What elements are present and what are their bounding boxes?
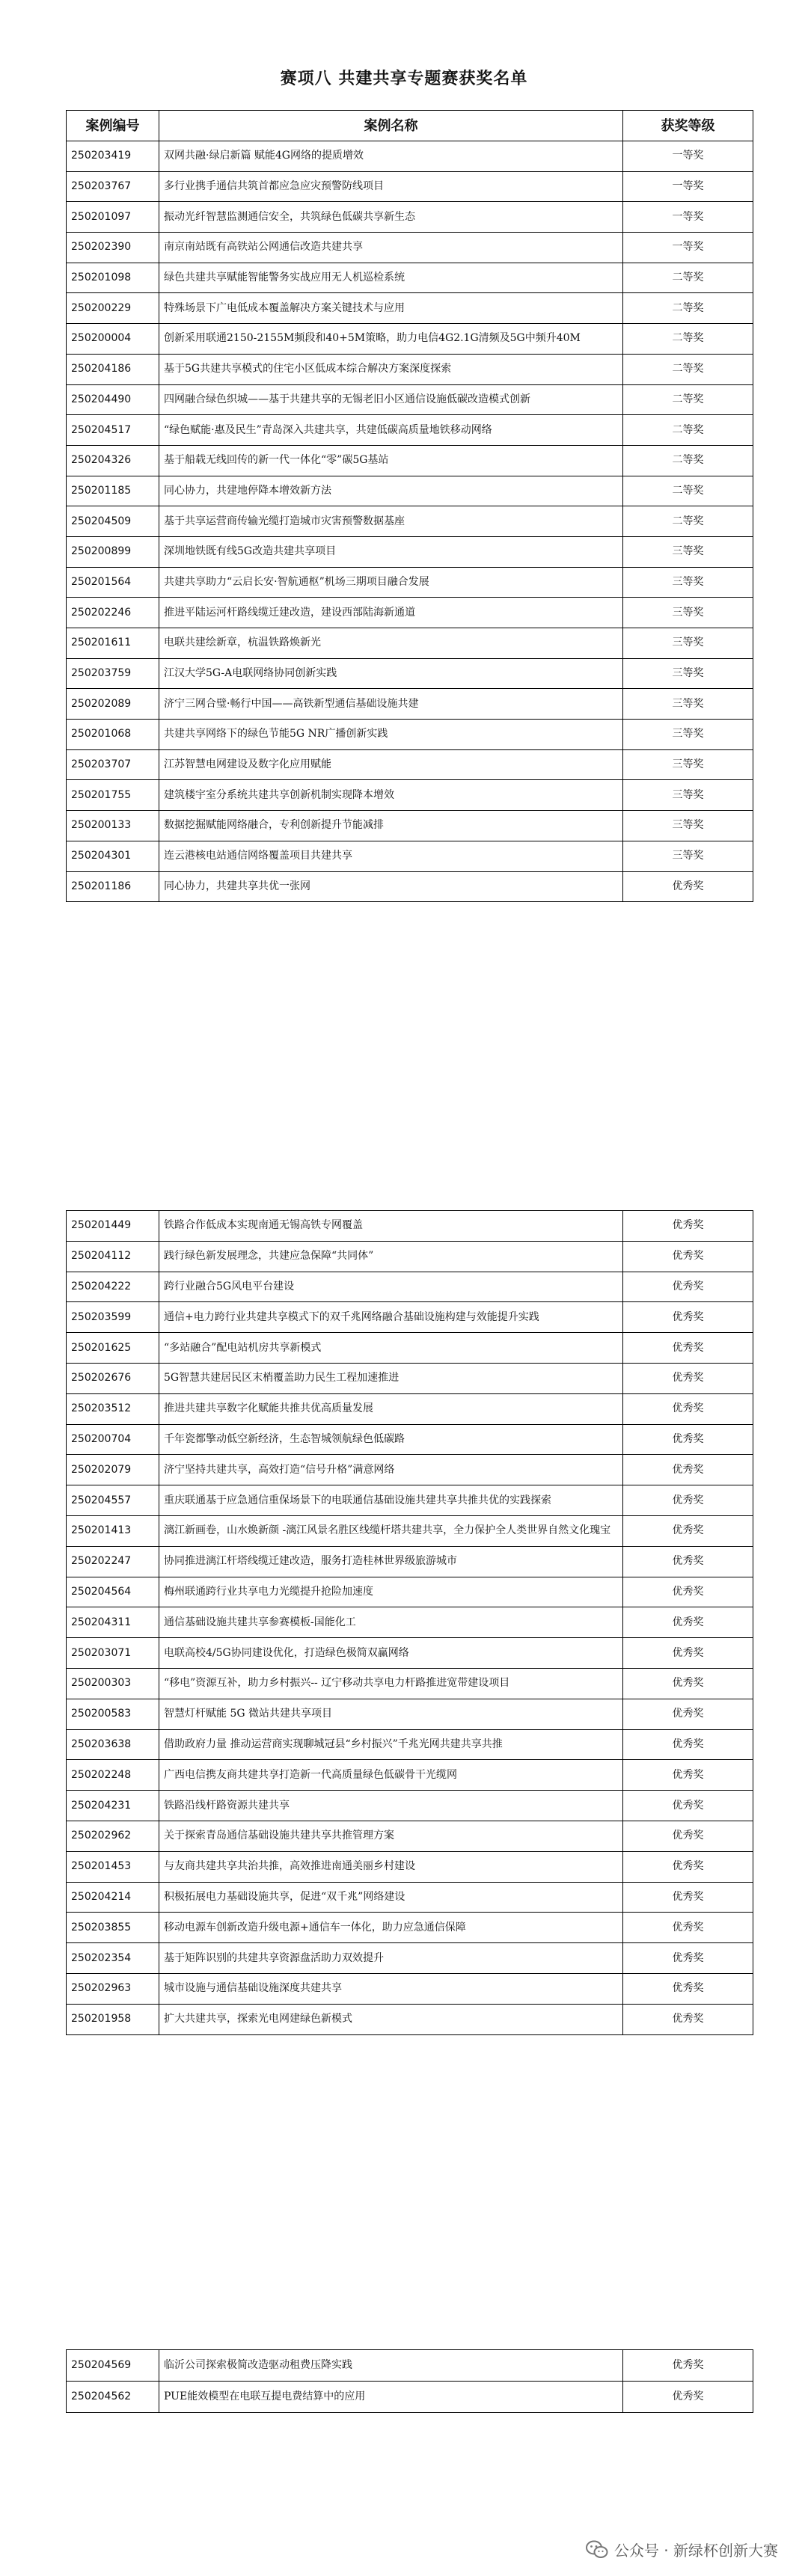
case-name-cell: 基于船载无线回传的新一代一体化“零”碳5G基站	[159, 445, 623, 476]
award-level-cell: 优秀奖	[623, 871, 753, 902]
award-level-cell: 优秀奖	[623, 1546, 753, 1577]
award-level-cell: 一等奖	[623, 141, 753, 172]
case-name-cell: 数据挖掘赋能网络融合，专利创新提升节能减排	[159, 811, 623, 841]
award-level-cell: 优秀奖	[623, 2350, 753, 2382]
award-level-cell: 二等奖	[623, 263, 753, 293]
table-row	[67, 1607, 753, 1638]
award-level-cell: 优秀奖	[623, 1272, 753, 1302]
case-id-cell: 250201068	[67, 720, 159, 750]
case-id-cell: 250200899	[67, 536, 159, 567]
case-name-cell: 借助政府力量 推动运营商实现聊城冠县“乡村振兴”千兆光网共建共享共推	[159, 1729, 623, 1760]
case-name-cell: 通信基础设施共建共享参赛模板-国能化工	[159, 1607, 623, 1638]
case-name-cell: 同心协力，共建共享共优一张网	[159, 871, 623, 902]
case-name-cell: 铁路沿线杆路资源共建共享	[159, 1791, 623, 1821]
case-id-cell: 250202676	[67, 1363, 159, 1393]
award-level-cell: 三等奖	[623, 536, 753, 567]
case-name-cell: “移电”资源互补，助力乡村振兴-- 辽宁移动共享电力杆路推进宽带建设项目	[159, 1668, 623, 1699]
case-name-cell: 移动电源车创新改造升级电源+通信车一体化，助力应急通信保障	[159, 1913, 623, 1943]
case-name-cell: 济宁三网合璧·畅行中国——高铁新型通信基础设施共建	[159, 689, 623, 720]
case-name-cell: 协同推进漓江杆塔线缆迁建改造，服务打造桂林世界级旅游城市	[159, 1546, 623, 1577]
award-level-cell: 三等奖	[623, 780, 753, 811]
case-id-cell: 250204326	[67, 445, 159, 476]
award-level-cell: 三等奖	[623, 598, 753, 628]
case-name-cell: 特殊场景下广电低成本覆盖解决方案关键技术与应用	[159, 293, 623, 324]
award-level-cell: 二等奖	[623, 415, 753, 446]
case-id-cell: 250202079	[67, 1455, 159, 1485]
table-row	[67, 780, 753, 811]
case-id-cell: 250204564	[67, 1577, 159, 1607]
table-row	[67, 2382, 753, 2413]
case-name-cell: 城市设施与通信基础设施深度共建共享	[159, 1973, 623, 2004]
case-id-cell: 250203419	[67, 141, 159, 172]
award-level-cell: 优秀奖	[623, 1424, 753, 1455]
case-name-cell: 重庆联通基于应急通信重保场景下的电联通信基础设施共建共享共推共优的实践探索	[159, 1485, 623, 1516]
header-award-level: 获奖等级	[623, 111, 753, 141]
table-row	[67, 841, 753, 871]
case-id-cell: 250204569	[67, 2350, 159, 2382]
table-row	[67, 1515, 753, 1546]
case-name-cell: 共建共享助力“云启长安·智航通枢”机场三期项目融合发展	[159, 567, 623, 598]
award-level-cell: 三等奖	[623, 567, 753, 598]
case-name-cell: 千年瓷都擎动低空新经济，生态智城领航绿色低碳路	[159, 1424, 623, 1455]
table-row	[67, 141, 753, 172]
case-name-cell: 推进共建共享数字化赋能共推共优高质量发展	[159, 1393, 623, 1424]
table-row	[67, 628, 753, 659]
table-row	[67, 1973, 753, 2004]
table-row	[67, 1760, 753, 1791]
case-id-cell: 250203707	[67, 749, 159, 780]
table-row	[67, 1943, 753, 1974]
table-row	[67, 720, 753, 750]
case-name-cell: 跨行业融合5G风电平台建设	[159, 1272, 623, 1302]
case-name-cell: 推进平陆运河杆路线缆迁建改造，建设西部陆海新通道	[159, 598, 623, 628]
case-id-cell: 250203512	[67, 1393, 159, 1424]
case-id-cell: 250202248	[67, 1760, 159, 1791]
table-row	[67, 749, 753, 780]
case-id-cell: 250202089	[67, 689, 159, 720]
award-level-cell: 优秀奖	[623, 1455, 753, 1485]
award-level-cell: 二等奖	[623, 506, 753, 537]
table-row	[67, 1302, 753, 1333]
case-name-cell: 共建共享网络下的绿色节能5G NR广播创新实践	[159, 720, 623, 750]
case-id-cell: 250204562	[67, 2382, 159, 2413]
table-row	[67, 1363, 753, 1393]
case-name-cell: 临沂公司探索极简改造驱动租费压降实践	[159, 2350, 623, 2382]
case-name-cell: 建筑楼宇室分系统共建共享创新机制实现降本增效	[159, 780, 623, 811]
case-name-cell: 积极拓展电力基础设施共享，促进“双千兆”网络建设	[159, 1882, 623, 1913]
table-row	[67, 536, 753, 567]
table-row	[67, 658, 753, 689]
table-row	[67, 1791, 753, 1821]
case-id-cell: 250203071	[67, 1638, 159, 1669]
case-id-cell: 250202246	[67, 598, 159, 628]
table-row	[67, 1333, 753, 1364]
table-row	[67, 476, 753, 506]
table-row	[67, 811, 753, 841]
case-id-cell: 250201186	[67, 871, 159, 902]
table-row	[67, 506, 753, 537]
award-level-cell: 三等奖	[623, 689, 753, 720]
award-level-cell: 优秀奖	[623, 1485, 753, 1516]
case-id-cell: 250201185	[67, 476, 159, 506]
case-id-cell: 250202963	[67, 1973, 159, 2004]
case-id-cell: 250204301	[67, 841, 159, 871]
case-id-cell: 250203855	[67, 1913, 159, 1943]
table-row	[67, 1424, 753, 1455]
case-name-cell: 连云港核电站通信网络覆盖项目共建共享	[159, 841, 623, 871]
wechat-account-name: 公众号 · 新绿杯创新大赛	[613, 2542, 778, 2560]
page-title: 赛项八 共建共享专题赛获奖名单	[280, 70, 528, 88]
case-id-cell: 250203638	[67, 1729, 159, 1760]
case-id-cell: 250201097	[67, 202, 159, 233]
case-id-cell: 250202390	[67, 233, 159, 263]
award-level-cell: 二等奖	[623, 476, 753, 506]
award-level-cell: 优秀奖	[623, 1333, 753, 1364]
table-row	[67, 1485, 753, 1516]
award-level-cell: 优秀奖	[623, 1363, 753, 1393]
table-row	[67, 598, 753, 628]
case-name-cell: 江苏智慧电网建设及数字化应用赋能	[159, 749, 623, 780]
case-name-cell: 基于共享运营商传输光缆打造城市灾害预警数据基座	[159, 506, 623, 537]
award-level-cell: 优秀奖	[623, 1699, 753, 1729]
case-name-cell: 关于探索青岛通信基础设施共建共享共推管理方案	[159, 1821, 623, 1851]
case-id-cell: 250201564	[67, 567, 159, 598]
award-level-cell: 优秀奖	[623, 2382, 753, 2413]
case-id-cell: 250203767	[67, 171, 159, 202]
case-id-cell: 250203759	[67, 658, 159, 689]
table-row	[67, 2350, 753, 2382]
award-table-page-3	[66, 2349, 753, 2413]
case-name-cell: 基于5G共建共享模式的住宅小区低成本综合解决方案深度探索	[159, 354, 623, 384]
award-level-cell: 三等奖	[623, 628, 753, 659]
table-row	[67, 1668, 753, 1699]
award-level-cell: 一等奖	[623, 233, 753, 263]
case-name-cell: 广西电信携友商共建共享打造新一代高质量绿色低碳骨干光缆网	[159, 1760, 623, 1791]
award-level-cell: 优秀奖	[623, 1211, 753, 1242]
table-row	[67, 567, 753, 598]
award-level-cell: 优秀奖	[623, 1668, 753, 1699]
case-id-cell: 250201413	[67, 1515, 159, 1546]
case-name-cell: 济宁坚持共建共享，高效打造“信号升格”满意网络	[159, 1455, 623, 1485]
table-row	[67, 1211, 753, 1242]
award-level-cell: 优秀奖	[623, 1638, 753, 1669]
table-row	[67, 233, 753, 263]
case-id-cell: 250204112	[67, 1241, 159, 1272]
award-level-cell: 优秀奖	[623, 1760, 753, 1791]
table-row	[67, 1393, 753, 1424]
award-level-cell: 优秀奖	[623, 1882, 753, 1913]
table-row	[67, 293, 753, 324]
case-name-cell: 绿色共建共享赋能智能警务实战应用无人机巡检系统	[159, 263, 623, 293]
award-level-cell: 三等奖	[623, 658, 753, 689]
award-level-cell: 优秀奖	[623, 1821, 753, 1851]
award-level-cell: 二等奖	[623, 293, 753, 324]
case-id-cell: 250200583	[67, 1699, 159, 1729]
award-level-cell: 一等奖	[623, 171, 753, 202]
table-row	[67, 445, 753, 476]
case-id-cell: 250201449	[67, 1211, 159, 1242]
award-level-cell: 优秀奖	[623, 1515, 753, 1546]
case-name-cell: “绿色赋能·惠及民生”青岛深入共建共享，共建低碳高质量地铁移动网络	[159, 415, 623, 446]
case-id-cell: 250203599	[67, 1302, 159, 1333]
table-row	[67, 689, 753, 720]
award-level-cell: 优秀奖	[623, 1607, 753, 1638]
case-id-cell: 250204490	[67, 384, 159, 415]
case-name-cell: 江汉大学5G-A电联网络协同创新实践	[159, 658, 623, 689]
award-level-cell: 优秀奖	[623, 1302, 753, 1333]
award-level-cell: 三等奖	[623, 841, 753, 871]
case-id-cell: 250202962	[67, 1821, 159, 1851]
award-level-cell: 三等奖	[623, 811, 753, 841]
case-name-cell: 漓江新画卷，山水焕新颜 -漓江风景名胜区线缆杆塔共建共享，全力保护全人类世界自然文化瑰宝	[159, 1515, 623, 1546]
case-name-cell: 深圳地铁既有线5G改造共建共享项目	[159, 536, 623, 567]
table-row	[67, 1821, 753, 1851]
case-id-cell: 250204517	[67, 415, 159, 446]
table-header-row	[67, 111, 753, 141]
case-id-cell: 250204509	[67, 506, 159, 537]
case-name-cell: 同心协力，共建地停降本增效新方法	[159, 476, 623, 506]
case-name-cell: 南京南站既有高铁站公网通信改造共建共享	[159, 233, 623, 263]
header-case-id: 案例编号	[67, 111, 159, 141]
case-id-cell: 250204222	[67, 1272, 159, 1302]
case-name-cell: 5G智慧共建居民区末梢覆盖助力民生工程加速推进	[159, 1363, 623, 1393]
table-row	[67, 1729, 753, 1760]
award-level-cell: 二等奖	[623, 354, 753, 384]
award-level-cell: 优秀奖	[623, 1577, 753, 1607]
case-name-cell: PUE能效模型在电联互提电费结算中的应用	[159, 2382, 623, 2413]
case-id-cell: 250200133	[67, 811, 159, 841]
case-id-cell: 250202354	[67, 1943, 159, 1974]
award-table-page-1	[66, 110, 753, 902]
table-row	[67, 1882, 753, 1913]
award-table-page-2	[66, 1210, 753, 2035]
case-name-cell: “多站融合”配电站机房共享新模式	[159, 1333, 623, 1364]
case-id-cell: 250201453	[67, 1851, 159, 1882]
table-row	[67, 1577, 753, 1607]
case-id-cell: 250204311	[67, 1607, 159, 1638]
case-name-cell: 践行绿色新发展理念，共建应急保障“共同体”	[159, 1241, 623, 1272]
case-name-cell: 与友商共建共享共治共推，高效推进南通美丽乡村建设	[159, 1851, 623, 1882]
case-id-cell: 250204231	[67, 1791, 159, 1821]
case-id-cell: 250200704	[67, 1424, 159, 1455]
table-row	[67, 1455, 753, 1485]
case-name-cell: 铁路合作低成本实现南通无锡高铁专网覆盖	[159, 1211, 623, 1242]
award-level-cell: 优秀奖	[623, 2004, 753, 2034]
award-level-cell: 优秀奖	[623, 1851, 753, 1882]
case-name-cell: 电联共建绘新章，杭温铁路焕新光	[159, 628, 623, 659]
table-row	[67, 415, 753, 446]
award-level-cell: 优秀奖	[623, 1393, 753, 1424]
case-id-cell: 250202247	[67, 1546, 159, 1577]
table-row	[67, 171, 753, 202]
award-level-cell: 优秀奖	[623, 1729, 753, 1760]
table-row	[67, 1241, 753, 1272]
case-id-cell: 250204214	[67, 1882, 159, 1913]
award-level-cell: 优秀奖	[623, 1913, 753, 1943]
case-id-cell: 250201958	[67, 2004, 159, 2034]
table-row	[67, 324, 753, 355]
award-level-cell: 二等奖	[623, 384, 753, 415]
table-row	[67, 2004, 753, 2034]
case-name-cell: 智慧灯杆赋能 5G 微站共建共享项目	[159, 1699, 623, 1729]
award-level-cell: 优秀奖	[623, 1241, 753, 1272]
case-id-cell: 250201755	[67, 780, 159, 811]
wechat-footer	[586, 2539, 778, 2560]
case-id-cell: 250201611	[67, 628, 159, 659]
award-level-cell: 一等奖	[623, 202, 753, 233]
table-row	[67, 1546, 753, 1577]
case-name-cell: 多行业携手通信共筑首都应急应灾预警防线项目	[159, 171, 623, 202]
table-row	[67, 871, 753, 902]
table-row	[67, 1699, 753, 1729]
case-id-cell: 250204557	[67, 1485, 159, 1516]
award-level-cell: 优秀奖	[623, 1973, 753, 2004]
table-row	[67, 1851, 753, 1882]
award-level-cell: 二等奖	[623, 324, 753, 355]
table-row	[67, 1272, 753, 1302]
case-name-cell: 扩大共建共享，探索光电网建绿色新模式	[159, 2004, 623, 2034]
award-level-cell: 优秀奖	[623, 1791, 753, 1821]
case-name-cell: 四网融合绿色织城——基于共建共享的无锡老旧小区通信设施低碳改造模式创新	[159, 384, 623, 415]
award-level-cell: 三等奖	[623, 749, 753, 780]
award-level-cell: 二等奖	[623, 445, 753, 476]
award-level-cell: 三等奖	[623, 720, 753, 750]
table-row	[67, 202, 753, 233]
table-row	[67, 354, 753, 384]
case-name-cell: 基于矩阵识别的共建共享资源盘活助力双效提升	[159, 1943, 623, 1974]
case-name-cell: 双网共融·绿启新篇 赋能4G网络的提质增效	[159, 141, 623, 172]
case-id-cell: 250200303	[67, 1668, 159, 1699]
award-level-cell: 优秀奖	[623, 1943, 753, 1974]
case-name-cell: 创新采用联通2150-2155M频段和40+5M策略，助力电信4G2.1G清频及5G中频升40M	[159, 324, 623, 355]
case-name-cell: 通信+电力跨行业共建共享模式下的双千兆网络融合基础设施构建与效能提升实践	[159, 1302, 623, 1333]
case-id-cell: 250201625	[67, 1333, 159, 1364]
table-row	[67, 384, 753, 415]
case-name-cell: 电联高校4/5G协同建设优化，打造绿色极简双赢网络	[159, 1638, 623, 1669]
header-case-name: 案例名称	[159, 111, 623, 141]
table-row	[67, 1913, 753, 1943]
case-id-cell: 250200004	[67, 324, 159, 355]
wechat-icon	[586, 2540, 608, 2560]
case-id-cell: 250204186	[67, 354, 159, 384]
table-row	[67, 1638, 753, 1669]
case-name-cell: 梅州联通跨行业共享电力光缆提升抢险加速度	[159, 1577, 623, 1607]
table-row	[67, 263, 753, 293]
case-name-cell: 振动光纤智慧监测通信安全，共筑绿色低碳共享新生态	[159, 202, 623, 233]
case-id-cell: 250201098	[67, 263, 159, 293]
case-id-cell: 250200229	[67, 293, 159, 324]
